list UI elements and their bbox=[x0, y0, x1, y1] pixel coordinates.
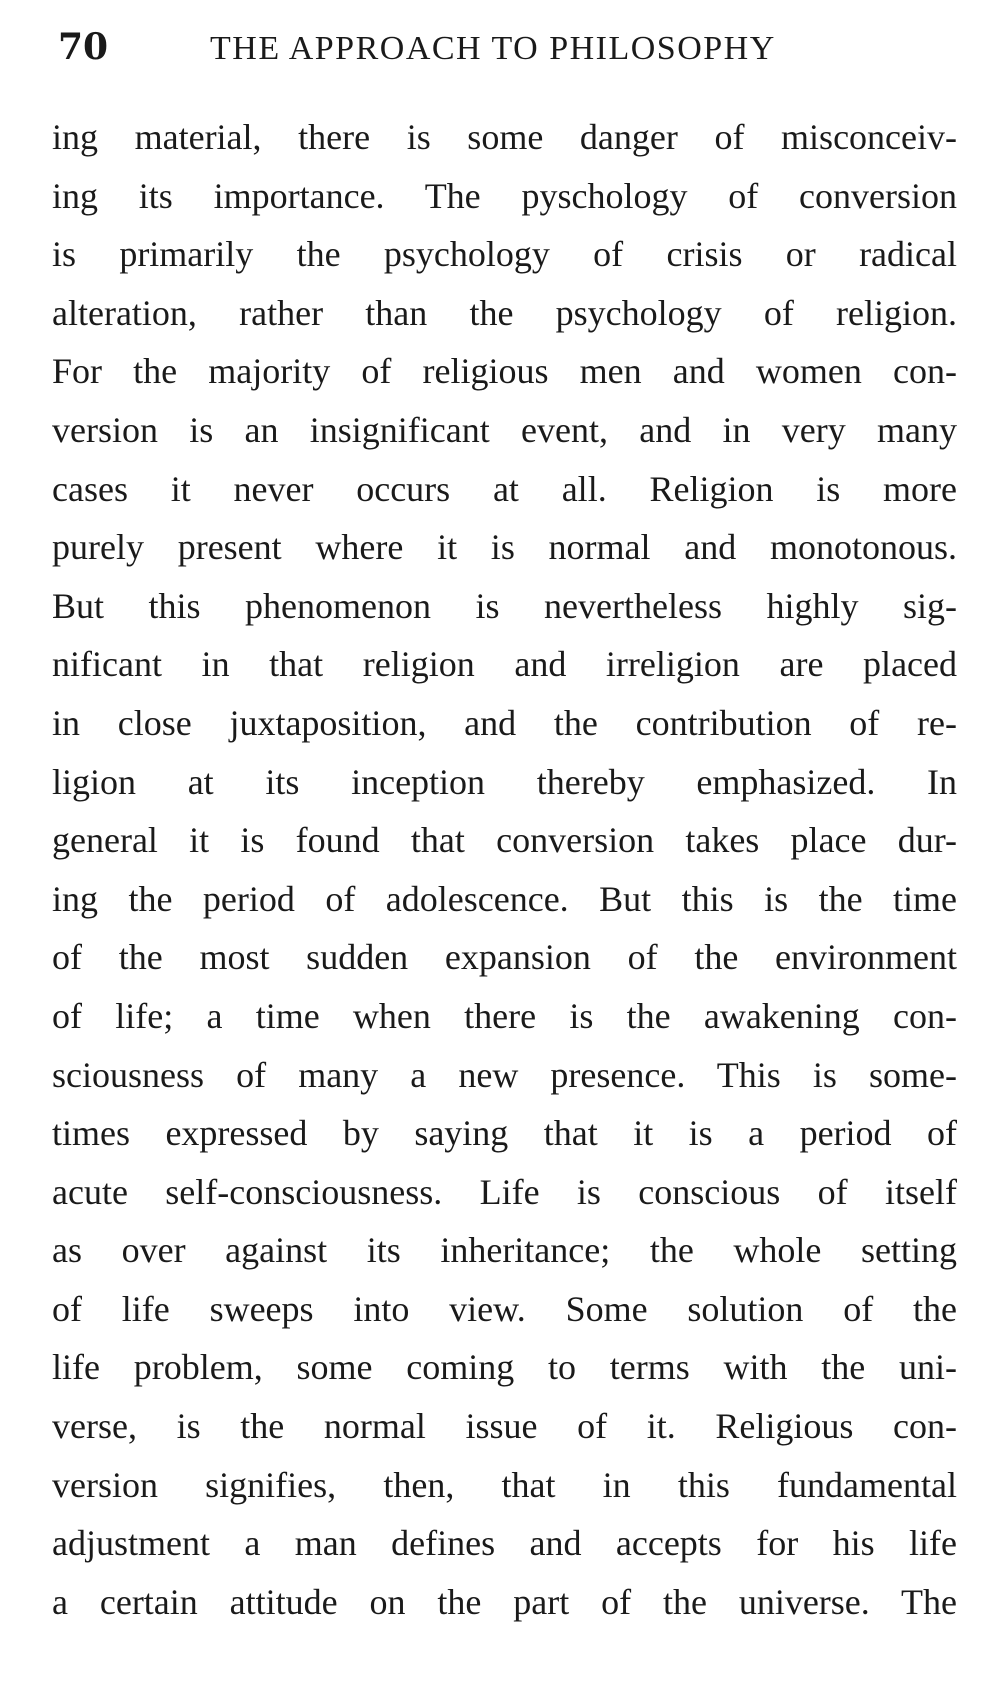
text-line: But this phenomenon is nevertheless highly sig- bbox=[52, 585, 957, 626]
text-line: a certain attitude on the part of the universe. The bbox=[52, 1581, 957, 1622]
text-line: version signifies, then, that in this fundamental bbox=[52, 1464, 957, 1505]
text-line: sciousness of many a new presence. This is some- bbox=[52, 1054, 957, 1095]
page-number: 70 bbox=[58, 26, 109, 68]
text-line: cases it never occurs at all. Religion is more bbox=[52, 468, 957, 509]
text-line: verse, is the normal issue of it. Religious con- bbox=[52, 1406, 957, 1447]
page-header bbox=[58, 26, 958, 76]
text-line: of life sweeps into view. Some solution of the bbox=[52, 1288, 957, 1329]
text-line: of life; a time when there is the awakening con- bbox=[52, 995, 957, 1036]
text-line: alteration, rather than the psychology of religion. bbox=[52, 292, 957, 333]
body-paragraph bbox=[52, 108, 957, 1631]
text-line: nificant in that religion and irreligion are placed bbox=[52, 644, 957, 685]
text-line: life problem, some coming to terms with the uni- bbox=[52, 1347, 957, 1388]
text-line: adjustment a man defines and accepts for his life bbox=[52, 1523, 957, 1564]
text-line: version is an insignificant event, and in very many bbox=[52, 409, 957, 450]
text-line: times expressed by saying that it is a period of bbox=[52, 1113, 957, 1154]
text-line: ing material, there is some danger of misconceiv- bbox=[52, 117, 957, 157]
text-line: is primarily the psychology of crisis or radical bbox=[52, 234, 957, 275]
text-line: For the majority of religious men and women con- bbox=[52, 351, 957, 392]
text-line: purely present where it is normal and monotonous. bbox=[52, 527, 957, 568]
text-line: as over against its inheritance; the whole setting bbox=[52, 1230, 957, 1271]
running-title: THE APPROACH TO PHILOSOPHY bbox=[210, 30, 776, 67]
text-line: ing its importance. The pyschology of conversion bbox=[52, 175, 957, 216]
text-line: ing the period of adolescence. But this is the time bbox=[52, 878, 957, 919]
text-line: acute self-consciousness. Life is conscious of itself bbox=[52, 1171, 957, 1212]
text-line: of the most sudden expansion of the environment bbox=[52, 937, 957, 978]
text-line: in close juxtaposition, and the contribution of re- bbox=[52, 702, 957, 743]
text-line: ligion at its inception thereby emphasized. In bbox=[52, 761, 957, 802]
text-line: general it is found that conversion takes place dur- bbox=[52, 820, 957, 861]
